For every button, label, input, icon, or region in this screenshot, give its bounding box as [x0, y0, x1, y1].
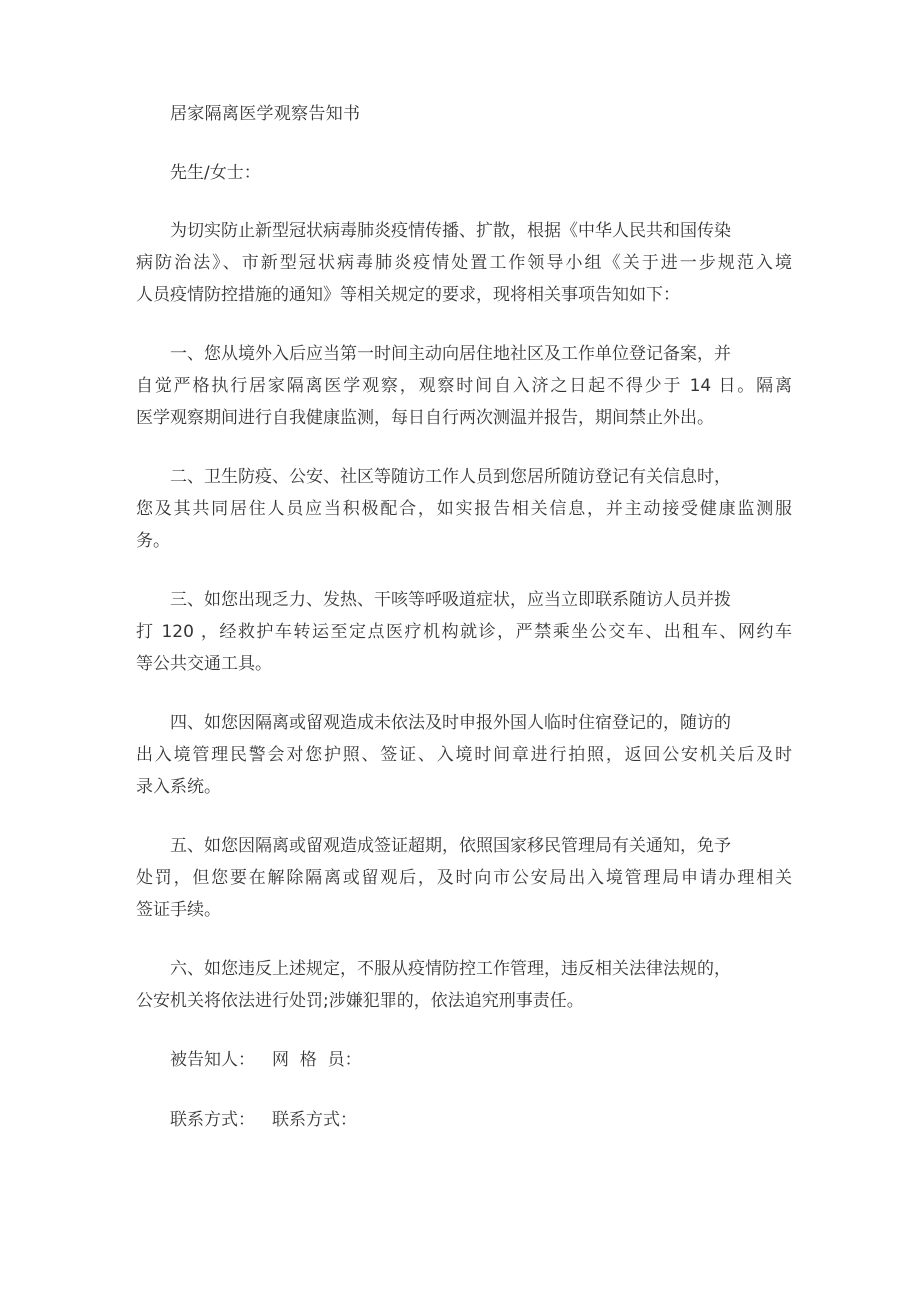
item-3-line-2: 打 120 ，经救护车转运至定点医疗机构就诊，严禁乘坐公交车、出租车、网约车: [136, 622, 792, 642]
item-4-line-3: 录入系统。: [136, 777, 221, 797]
item-5-line-1: 五、如您因隔离或留观造成签证超期，依照国家移民管理局有关通知，免予: [170, 836, 731, 856]
intro-line-2: 病防治法》、市新型冠状病毒肺炎疫情处置工作领导小组《关于进一步规范入境: [136, 253, 792, 273]
contact-label-2: 联系方式：: [272, 1110, 357, 1130]
item-3-line-3: 等公共交通工具。: [136, 654, 272, 674]
item-1-line-1: 一、您从境外入后应当第一时间主动向居住地社区及工作单位登记备案，并: [170, 344, 731, 364]
salutation: 先生/女士：: [170, 163, 261, 183]
item-1-line-3: 医学观察期间进行自我健康监测，每日自行两次测温并报告，期间禁止外出。: [136, 408, 714, 428]
intro-line-3: 人员疫情防控措施的通知》等相关规定的要求，现将相关事项告知如下：: [136, 285, 680, 305]
item-2-line-2: 您及其共同居住人员应当积极配合，如实报告相关信息，并主动接受健康监测服: [136, 499, 792, 519]
item-4-line-2: 出入境管理民警会对您护照、签证、入境时间章进行拍照，返回公安机关后及时: [136, 745, 792, 765]
item-6-line-1: 六、如您违反上述规定，不服从疫情防控工作管理，违反相关法律法规的，: [170, 959, 731, 979]
item-2-line-1: 二、卫生防疫、公安、社区等随访工作人员到您居所随访登记有关信息时，: [170, 467, 731, 487]
item-4-line-1: 四、如您因隔离或留观造成未依法及时申报外国人临时住宿登记的，随访的: [170, 713, 731, 733]
item-2-line-3: 务。: [136, 531, 170, 551]
grid-worker-label: 网 格 员：: [272, 1050, 362, 1070]
contact-label-1: 联系方式：: [170, 1110, 255, 1130]
item-5-line-3: 签证手续。: [136, 900, 221, 920]
document-title: 居家隔离医学观察告知书: [170, 104, 361, 124]
item-3-line-1: 三、如您出现乏力、发热、干咳等呼吸道症状，应当立即联系随访人员并拨: [170, 590, 731, 610]
item-1-line-2: 自觉严格执行居家隔离医学观察，观察时间自入济之日起不得少于 14 日。隔离: [136, 376, 792, 396]
notified-person-label: 被告知人：: [170, 1050, 255, 1070]
intro-line-1: 为切实防止新型冠状病毒肺炎疫情传播、扩散，根据《中华人民共和国传染: [170, 221, 731, 241]
item-6-line-2: 公安机关将依法进行处罚;涉嫌犯罪的，依法追究刑事责任。: [136, 991, 584, 1011]
item-5-line-2: 处罚，但您要在解除隔离或留观后，及时向市公安局出入境管理局申请办理相关: [136, 868, 792, 888]
